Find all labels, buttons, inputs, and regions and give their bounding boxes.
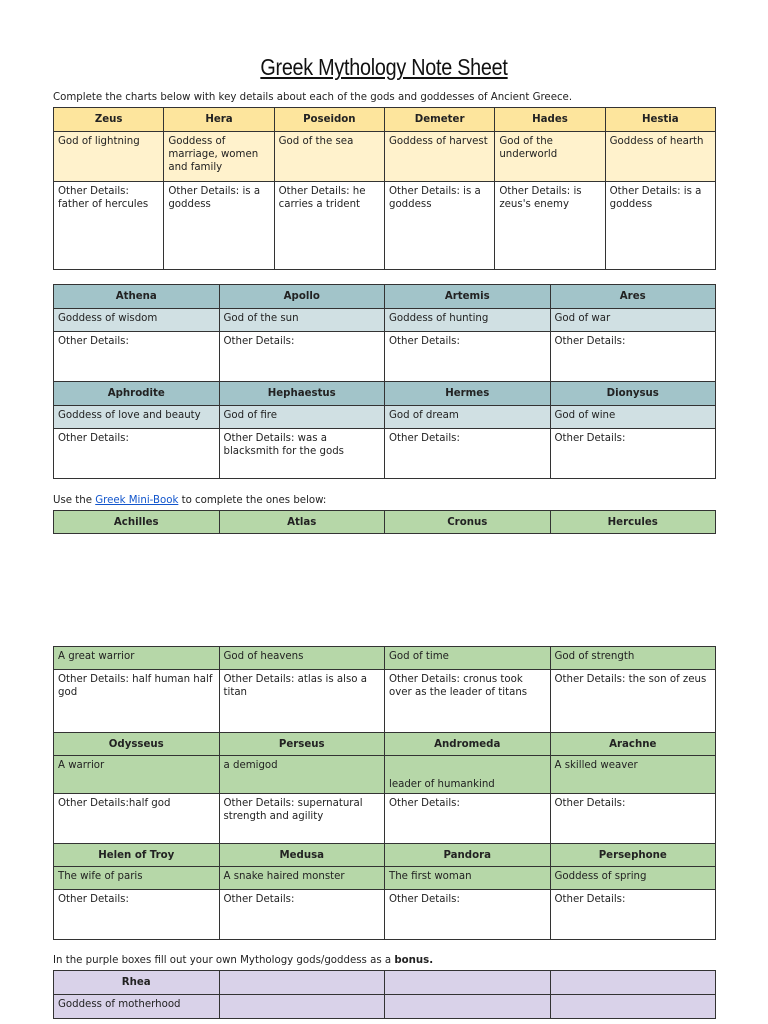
details-cell[interactable]: Other Details: supernatural strength and agility	[219, 794, 385, 844]
role-cell[interactable]: God of lightning	[54, 132, 164, 182]
details-cell[interactable]: Other Details:	[54, 429, 220, 479]
header-cell: Athena	[54, 285, 220, 309]
header-cell: Poseidon	[274, 108, 384, 132]
table-heroes	[53, 646, 716, 940]
details-row	[54, 332, 716, 382]
details-cell[interactable]: Other Details:	[550, 332, 716, 382]
header-cell[interactable]	[385, 971, 551, 995]
header-cell: Cronus	[385, 511, 551, 534]
minibook-instructions	[53, 495, 326, 506]
role-cell[interactable]: God of the sea	[274, 132, 384, 182]
header-cell: Hestia	[605, 108, 715, 132]
role-cell[interactable]	[550, 995, 716, 1019]
bonus-instructions	[53, 955, 433, 966]
details-cell[interactable]: Other Details:	[550, 429, 716, 479]
role-row	[54, 309, 716, 332]
role-cell[interactable]	[219, 995, 385, 1019]
role-cell[interactable]: Goddess of wisdom	[54, 309, 220, 332]
role-row	[54, 647, 716, 670]
role-row	[54, 756, 716, 794]
details-cell[interactable]: Other Details: atlas is also a titan	[219, 670, 385, 733]
table-heroes-header	[53, 510, 716, 534]
header-cell: Ares	[550, 285, 716, 309]
role-cell[interactable]: Goddess of love and beauty	[54, 406, 220, 429]
header-cell: Demeter	[384, 108, 494, 132]
header-row	[54, 844, 716, 867]
table-bonus	[53, 970, 716, 1019]
intro-text: Complete the charts below with key details about each of the gods and goddesses of Ancient Greece.	[53, 92, 573, 103]
role-cell[interactable]: leader of humankind	[385, 756, 551, 794]
details-cell[interactable]: Other Details:	[385, 332, 551, 382]
header-cell: Pandora	[385, 844, 551, 867]
header-cell: Perseus	[219, 733, 385, 756]
header-cell: Apollo	[219, 285, 385, 309]
header-cell: Hera	[164, 108, 274, 132]
role-cell[interactable]: Goddess of hearth	[605, 132, 715, 182]
role-row	[54, 867, 716, 890]
header-cell: Medusa	[219, 844, 385, 867]
table-olympians	[53, 284, 716, 479]
header-row	[54, 382, 716, 406]
role-cell[interactable]: A snake haired monster	[219, 867, 385, 890]
header-cell: Dionysus	[550, 382, 716, 406]
header-cell: Arachne	[550, 733, 716, 756]
details-cell[interactable]: Other Details: is a goddess	[384, 182, 494, 270]
role-cell[interactable]: The first woman	[385, 867, 551, 890]
details-cell[interactable]: Other Details:	[54, 890, 220, 940]
role-cell[interactable]: God of the sun	[219, 309, 385, 332]
details-cell[interactable]: Other Details:	[385, 890, 551, 940]
role-cell[interactable]: God of war	[550, 309, 716, 332]
details-cell[interactable]: Other Details: he carries a trident	[274, 182, 384, 270]
header-cell: Persephone	[550, 844, 716, 867]
role-row	[54, 995, 716, 1019]
header-cell[interactable]	[550, 971, 716, 995]
header-cell: Odysseus	[54, 733, 220, 756]
details-row	[54, 670, 716, 733]
details-cell[interactable]: Other Details: is zeus's enemy	[495, 182, 605, 270]
role-cell[interactable]: a demigod	[219, 756, 385, 794]
role-row	[54, 132, 716, 182]
header-cell: Andromeda	[385, 733, 551, 756]
details-cell[interactable]: Other Details:	[550, 794, 716, 844]
role-cell[interactable]: God of time	[385, 647, 551, 670]
details-cell[interactable]: Other Details:	[550, 890, 716, 940]
header-row	[54, 733, 716, 756]
header-cell: Artemis	[385, 285, 551, 309]
role-cell[interactable]: God of dream	[385, 406, 551, 429]
details-cell[interactable]: Other Details: the son of zeus	[550, 670, 716, 733]
table-major-gods	[53, 107, 716, 270]
header-cell: Hermes	[385, 382, 551, 406]
header-cell: Hephaestus	[219, 382, 385, 406]
details-cell[interactable]: Other Details:	[219, 890, 385, 940]
header-row	[54, 285, 716, 309]
header-cell: Atlas	[219, 511, 385, 534]
header-cell: Aphrodite	[54, 382, 220, 406]
details-cell[interactable]: Other Details:half god	[54, 794, 220, 844]
details-row	[54, 794, 716, 844]
details-cell[interactable]: Other Details:	[385, 794, 551, 844]
role-cell[interactable]: Goddess of spring	[550, 867, 716, 890]
header-cell[interactable]	[219, 971, 385, 995]
role-cell[interactable]: God of fire	[219, 406, 385, 429]
header-cell: Zeus	[54, 108, 164, 132]
details-cell[interactable]: Other Details: is a goddess	[164, 182, 274, 270]
greek-mini-book-link[interactable]: Greek Mini-Book	[95, 495, 179, 506]
details-row	[54, 890, 716, 940]
bonus-bold: bonus.	[394, 955, 434, 966]
header-row	[54, 108, 716, 132]
details-row	[54, 429, 716, 479]
minibook-suffix: to complete the ones below:	[178, 495, 327, 506]
role-row	[54, 406, 716, 429]
role-cell[interactable]: God of strength	[550, 647, 716, 670]
details-cell[interactable]: Other Details:	[385, 429, 551, 479]
role-cell[interactable]: God of wine	[550, 406, 716, 429]
role-cell[interactable]: Goddess of harvest	[384, 132, 494, 182]
role-cell[interactable]: A skilled weaver	[550, 756, 716, 794]
details-cell[interactable]: Other Details: is a goddess	[605, 182, 715, 270]
details-cell[interactable]: Other Details: father of hercules	[54, 182, 164, 270]
details-cell[interactable]: Other Details:	[54, 332, 220, 382]
role-cell[interactable]: Goddess of hunting	[385, 309, 551, 332]
details-cell[interactable]: Other Details: cronus took over as the leader of titans	[385, 670, 551, 733]
bonus-prefix: In the purple boxes fill out your own Mythology gods/goddess as a	[53, 955, 395, 966]
role-cell[interactable]: God of the underworld	[495, 132, 605, 182]
header-cell[interactable]: Rhea	[54, 971, 220, 995]
details-cell[interactable]: Other Details:	[219, 332, 385, 382]
role-cell[interactable]: A great warrior	[54, 647, 220, 670]
role-cell[interactable]	[385, 995, 551, 1019]
minibook-prefix: Use the	[53, 495, 96, 506]
role-cell[interactable]: The wife of paris	[54, 867, 220, 890]
page-title: Greek Mythology Note Sheet	[260, 54, 508, 80]
details-cell[interactable]: Other Details: half human half god	[54, 670, 220, 733]
header-cell: Achilles	[54, 511, 220, 534]
header-cell: Helen of Troy	[54, 844, 220, 867]
header-row	[54, 971, 716, 995]
role-cell[interactable]: Goddess of motherhood	[54, 995, 220, 1019]
header-cell: Hercules	[550, 511, 716, 534]
details-cell[interactable]: Other Details: was a blacksmith for the gods	[219, 429, 385, 479]
header-cell: Hades	[495, 108, 605, 132]
details-row	[54, 182, 716, 270]
header-row	[54, 511, 716, 534]
role-cell[interactable]: Goddess of marriage, women and family	[164, 132, 274, 182]
role-cell[interactable]: God of heavens	[219, 647, 385, 670]
role-cell[interactable]: A warrior	[54, 756, 220, 794]
